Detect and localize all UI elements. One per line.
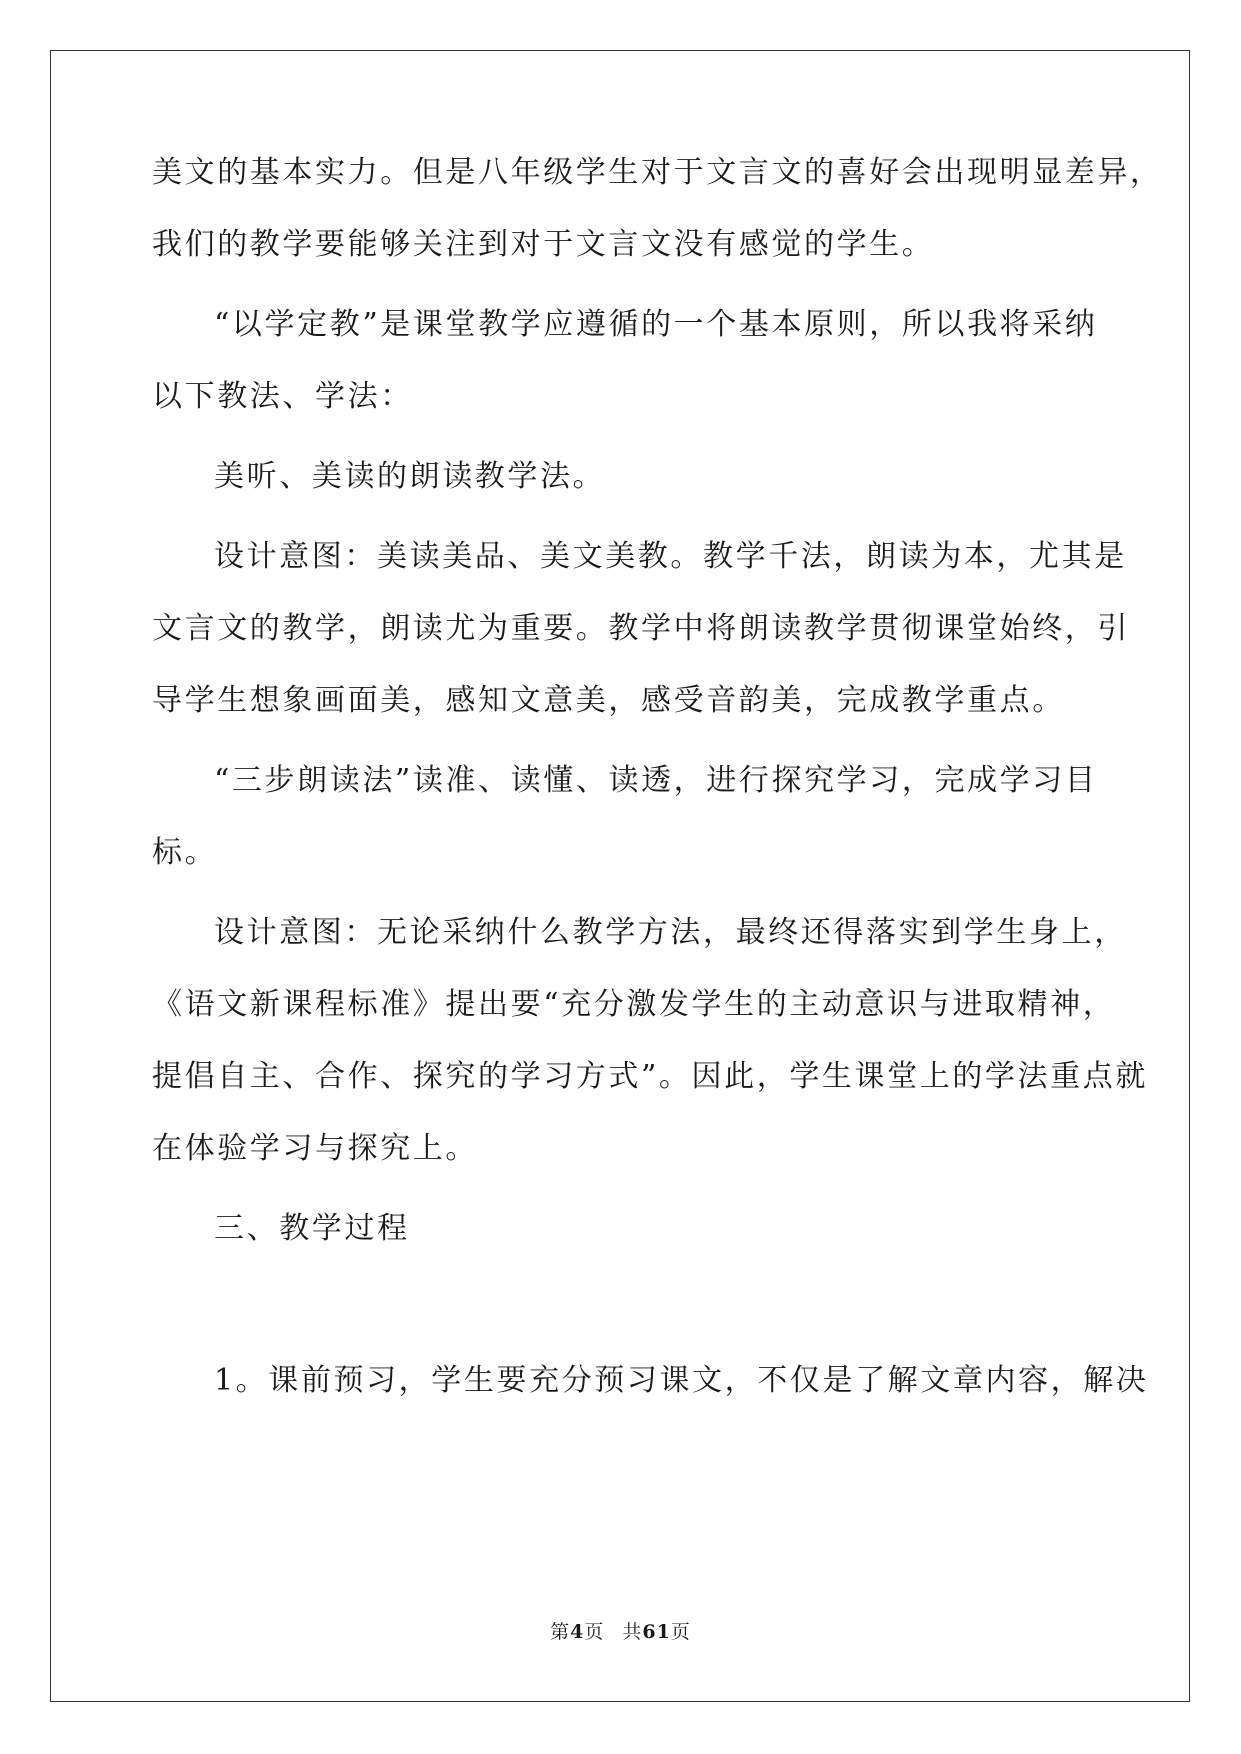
text-line: 设计意图：无论采纳什么教学方法，最终还得落实到学生身上，	[214, 915, 1127, 950]
text-line: 《语文新课程标准》提出要“充分激发学生的主动意识与进取精神，	[152, 987, 1116, 1022]
page-prefix: 第	[550, 1621, 571, 1643]
text-line: 1。课前预习，学生要充分预习课文，不仅是了解文章内容，解决	[214, 1363, 1149, 1398]
text-line: “以学定教”是课堂教学应遵循的一个基本原则，所以我将采纳	[214, 307, 1098, 342]
total-suffix: 页	[670, 1621, 691, 1643]
text-line: 美听、美读的朗读教学法。	[214, 459, 606, 494]
total-prefix: 共	[622, 1621, 643, 1643]
text-line: 文言文的教学，朗读尤为重要。教学中将朗读教学贯彻课堂始终，引	[152, 611, 1130, 646]
page-border	[50, 50, 1190, 1702]
total-page-number: 61	[642, 1621, 671, 1643]
text-line: 我们的教学要能够关注到对于文言文没有感觉的学生。	[152, 227, 935, 262]
current-page-number: 4	[570, 1621, 585, 1643]
text-line: 在体验学习与探究上。	[152, 1131, 478, 1166]
text-line: 标。	[152, 835, 218, 870]
text-line: 提倡自主、合作、探究的学习方式”。因此，学生课堂上的学法重点就	[152, 1059, 1148, 1094]
text-line: 美文的基本实力。但是八年级学生对于文言文的喜好会出现明显差异，	[152, 155, 1163, 190]
section-heading: 三、教学过程	[214, 1211, 410, 1246]
text-line: 以下教法、学法：	[152, 379, 413, 414]
text-line: “三步朗读法”读准、读懂、读透，进行探究学习，完成学习目	[214, 763, 1098, 798]
page-suffix: 页	[584, 1621, 605, 1643]
page-footer	[0, 1620, 1241, 1644]
text-line: 导学生想象画面美，感知文意美，感受音韵美，完成教学重点。	[152, 683, 1065, 718]
text-line: 设计意图：美读美品、美文美教。教学千法，朗读为本，尤其是	[214, 539, 1127, 574]
